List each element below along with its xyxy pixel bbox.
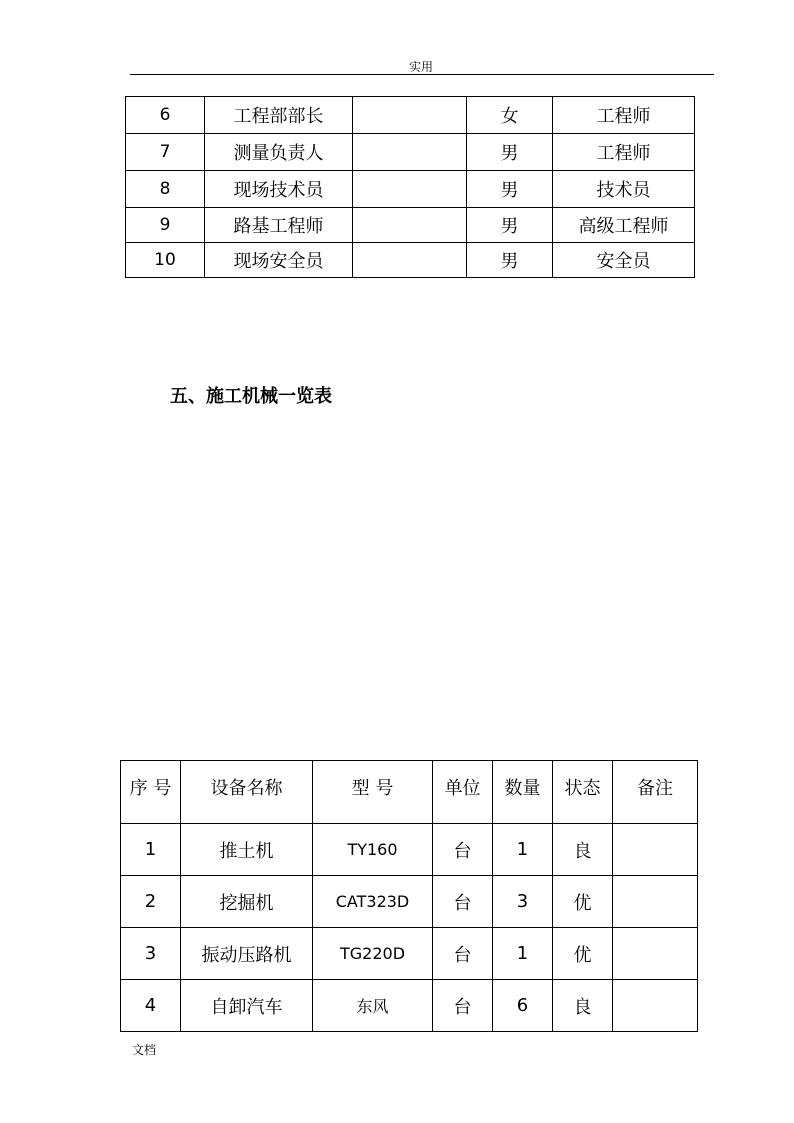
equip-status: 优 xyxy=(553,876,613,928)
equip-model: 东风 xyxy=(313,980,433,1032)
staff-gender: 男 xyxy=(467,134,553,171)
staff-rank: 安全员 xyxy=(553,243,695,278)
table-row xyxy=(126,171,695,208)
equip-no: 2 xyxy=(121,876,181,928)
equip-unit: 台 xyxy=(433,980,493,1032)
staff-no: 9 xyxy=(126,208,205,243)
staff-title: 路基工程师 xyxy=(205,208,353,243)
column-header: 备注 xyxy=(613,761,698,824)
equip-no: 4 xyxy=(121,980,181,1032)
equip-unit: 台 xyxy=(433,824,493,876)
staff-no: 6 xyxy=(126,97,205,134)
staff-no: 8 xyxy=(126,171,205,208)
equip-remark xyxy=(613,928,698,980)
staff-gender: 男 xyxy=(467,171,553,208)
equip-qty: 1 xyxy=(493,824,553,876)
equip-remark xyxy=(613,876,698,928)
table-row xyxy=(121,824,698,876)
table-row xyxy=(126,134,695,171)
column-header: 单位 xyxy=(433,761,493,824)
equip-qty: 6 xyxy=(493,980,553,1032)
page-footer: 文档 xyxy=(132,1043,157,1057)
staff-gender: 男 xyxy=(467,208,553,243)
equip-qty: 1 xyxy=(493,928,553,980)
column-header: 序 号 xyxy=(121,761,181,824)
header-divider xyxy=(130,74,714,75)
staff-no: 10 xyxy=(126,243,205,278)
staff-title: 测量负责人 xyxy=(205,134,353,171)
equip-qty: 3 xyxy=(493,876,553,928)
table-row xyxy=(126,243,695,278)
staff-title: 现场技术员 xyxy=(205,171,353,208)
table-row xyxy=(126,97,695,134)
staff-gender: 男 xyxy=(467,243,553,278)
equip-name: 推土机 xyxy=(181,824,313,876)
staff-rank: 技术员 xyxy=(553,171,695,208)
column-header: 型 号 xyxy=(313,761,433,824)
table-header-row xyxy=(121,761,698,824)
equip-remark xyxy=(613,980,698,1032)
staff-name xyxy=(353,208,467,243)
staff-gender: 女 xyxy=(467,97,553,134)
table-row xyxy=(121,980,698,1032)
column-header: 状态 xyxy=(553,761,613,824)
equip-name: 自卸汽车 xyxy=(181,980,313,1032)
staff-rank: 高级工程师 xyxy=(553,208,695,243)
page-header: 实用 xyxy=(408,60,433,74)
column-header: 设备名称 xyxy=(181,761,313,824)
section-title: 五、施工机械一览表 xyxy=(170,386,332,407)
equip-model: TG220D xyxy=(313,928,433,980)
column-header: 数量 xyxy=(493,761,553,824)
equip-model: CAT323D xyxy=(313,876,433,928)
table-row xyxy=(121,928,698,980)
staff-table xyxy=(125,96,695,278)
table-row xyxy=(126,208,695,243)
equip-status: 优 xyxy=(553,928,613,980)
equip-no: 3 xyxy=(121,928,181,980)
equip-status: 良 xyxy=(553,980,613,1032)
equipment-table xyxy=(120,760,698,1032)
equip-name: 挖掘机 xyxy=(181,876,313,928)
staff-title: 工程部部长 xyxy=(205,97,353,134)
equip-unit: 台 xyxy=(433,876,493,928)
staff-name xyxy=(353,134,467,171)
staff-name xyxy=(353,171,467,208)
staff-name xyxy=(353,243,467,278)
equip-name: 振动压路机 xyxy=(181,928,313,980)
staff-title: 现场安全员 xyxy=(205,243,353,278)
staff-rank: 工程师 xyxy=(553,134,695,171)
equip-unit: 台 xyxy=(433,928,493,980)
staff-name xyxy=(353,97,467,134)
staff-rank: 工程师 xyxy=(553,97,695,134)
equip-no: 1 xyxy=(121,824,181,876)
equip-status: 良 xyxy=(553,824,613,876)
equip-remark xyxy=(613,824,698,876)
table-row xyxy=(121,876,698,928)
staff-no: 7 xyxy=(126,134,205,171)
equip-model: TY160 xyxy=(313,824,433,876)
